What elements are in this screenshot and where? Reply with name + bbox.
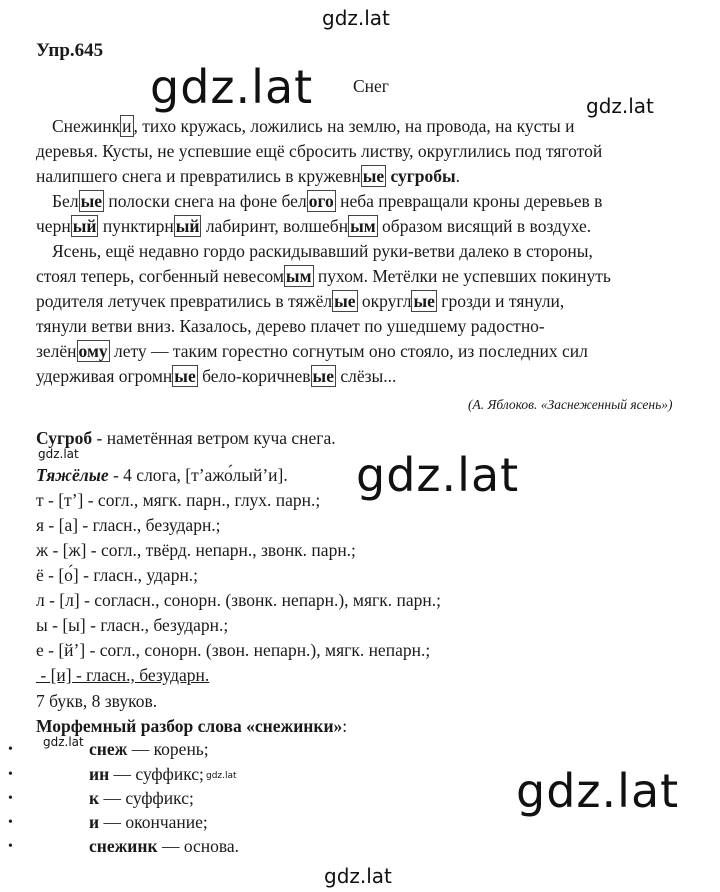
phonetic-summary: Тяжёлые - 4 слога, [т’ажо́лый’и]. — [36, 465, 288, 485]
ending-box: ые — [413, 291, 435, 311]
watermark-bottom: gdz.lat — [324, 864, 392, 888]
watermark-small: gdz.lat — [43, 735, 84, 749]
morph-item: ин — суффикс; — [89, 764, 204, 784]
ending-box: ые — [312, 366, 334, 386]
ending-box: и — [122, 116, 132, 136]
watermark-right: gdz.lat — [586, 94, 654, 118]
phonetic-total: 7 букв, 8 звуков. — [36, 691, 158, 711]
morph-item: к — суффикс; — [89, 788, 194, 808]
text-line: родителя летучек превратились в тяжёл ые округл ые грозди и тянули, — [36, 291, 565, 311]
bullet: • — [8, 767, 13, 782]
ending-box: ые — [174, 366, 196, 386]
phonetic-row: е - [й’] - согл., сонорн. (звон. непарн.), мягк. непарн.; — [36, 640, 431, 660]
text-line: черн ый пунктирн ый лабиринт, волшебн ым образом висящий в воздухе. — [36, 216, 592, 236]
ending-box: ые — [334, 291, 356, 311]
ending-box: ые — [362, 166, 385, 186]
phonetic-row: - [и] - гласн., безударн. — [36, 665, 210, 685]
watermark-big: gdz.lat — [516, 764, 680, 818]
phonetic-row: ы - [ы] - гласн., безударн.; — [36, 615, 229, 635]
morph-item: снеж — корень; — [89, 739, 209, 759]
text-line: тянули ветви вниз. Казалось, дерево плачет по ушедшему радостно- — [36, 316, 545, 336]
ending-box: ые — [80, 191, 102, 211]
phonetic-row: ж - [ж] - согл., твёрд. непарн., звонк. парн.; — [36, 540, 356, 560]
text-line: деревья. Кусты, не успевшие ещё сбросить листву, округлились под тяготой — [36, 141, 603, 161]
watermark-big: gdz.lat — [150, 60, 314, 114]
text-line: Ясень, ещё недавно гордо раскидывавший руки-ветви далеко в стороны, — [52, 241, 593, 261]
watermark-top: gdz.lat — [322, 6, 390, 30]
morph-item: и — окончание; — [89, 812, 208, 832]
phonetic-row: ё - [о́] - гласн., ударн.; — [36, 565, 199, 585]
bullet: • — [8, 839, 13, 854]
watermark-small: gdz.lat — [38, 447, 79, 461]
ending-box: ым — [285, 266, 312, 286]
morph-heading: Морфемный разбор слова «снежинки»: — [36, 716, 348, 736]
bullet: • — [8, 791, 13, 806]
ending-box: ым — [350, 216, 376, 236]
phonetic-row: т - [т’] - согл., мягк. парн., глух. парн.; — [36, 490, 321, 510]
text-line: удерживая огромн ые бело-коричнев ые слёзы... — [36, 366, 397, 386]
watermark-tiny: gdz.lat — [206, 771, 237, 781]
bullet: • — [8, 742, 13, 757]
highlight-word: сугробы — [386, 166, 456, 186]
definition: Сугроб - наметённая ветром куча снега. — [36, 428, 336, 448]
text-line: налипшего снега и превратились в кружевн ые сугробы. — [36, 166, 461, 186]
exercise-number: Упр.645 — [36, 40, 104, 61]
phonetic-row: я - [а] - гласн., безударн.; — [36, 515, 221, 535]
ending-box: ому — [78, 341, 108, 361]
text-title: Снег — [353, 76, 389, 96]
phonetic-row: л - [л] - согласн., сонорн. (звонк. непарн.), мягк. парн.; — [36, 590, 441, 610]
bullet: • — [8, 815, 13, 830]
ending-box: ый — [175, 216, 200, 236]
watermark-big: gdz.lat — [356, 448, 520, 502]
ending-box: ый — [72, 216, 97, 236]
source-citation: (А. Яблоков. «Заснеженный ясень») — [468, 397, 673, 412]
text-line: Бел ые полоски снега на фоне бел ого неба превращали кроны деревьев в — [52, 191, 603, 211]
text-line: Снежинк и , тихо кружась, ложились на землю, на провода, на кусты и — [52, 116, 575, 136]
text-line: зелён ому лету — таким горестно согнутым оно стояло, из последних сил — [36, 341, 588, 361]
morph-item: снежинк — основа. — [89, 836, 240, 856]
text-line: стоял теперь, согбенный невесом ым пухом. Метёлки не успевших покинуть — [36, 266, 611, 286]
ending-box: ого — [308, 191, 334, 211]
